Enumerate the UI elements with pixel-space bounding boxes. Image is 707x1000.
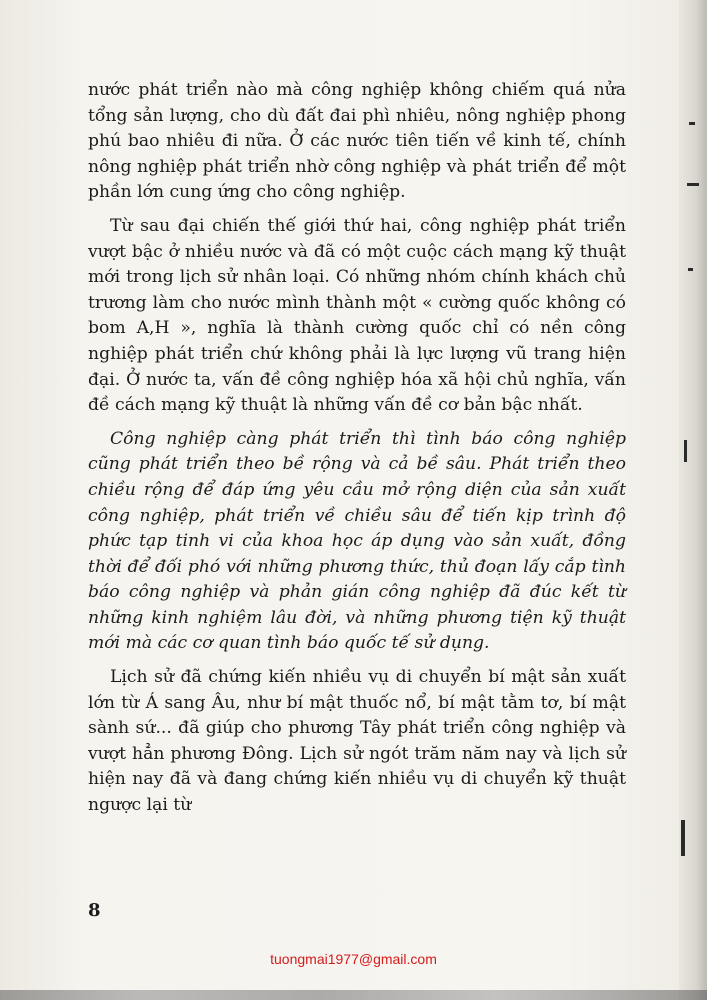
paragraph-3-italic: Công nghiệp càng phát triển thì tình báo công nghiệp cũng phát triển theo bề rộng và cả bề sâu. Phát triển theo chiều rộng để đáp ứng yêu cầu mở rộng diện của sản xuất công nghiệp, phát triển về chiều sâu để tiến kịp trình độ phức tạp tinh vi của khoa học áp dụng vào sản xuất, đồng thời để đối phó với những phương thức, thủ đoạn lấy cắp tình báo công nghiệp và phản gián công nghiệp đã đúc kết từ những kinh nghiệm lâu đời, và những phương tiện kỹ thuật mới mà các cơ quan tình báo quốc tế sử dụng. <box>88 428 626 654</box>
scan-mark <box>688 268 693 271</box>
scan-bottom-edge <box>0 990 707 1000</box>
body-text <box>88 78 626 827</box>
scan-mark <box>681 820 685 856</box>
paragraph-1: nước phát triển nào mà công nghiệp không chiếm quá nửa tổng sản lượng, cho dù đất đai phì nhiêu, nông nghiệp phong phú bao nhiêu đi nữa. Ở các nước tiên tiến về kinh tế, chính nông nghiệp phát triển nhờ công nghiệp và phát triển để một phần lớn cung ứng cho công nghiệp. <box>88 80 626 203</box>
page-number: 8 <box>88 900 101 921</box>
paragraph-2: Từ sau đại chiến thế giới thứ hai, công nghiệp phát triển vượt bậc ở nhiều nước và đã có một cuộc cách mạng kỹ thuật mới trong lịch sử nhân loại. Có những nhóm chính khách chủ trương làm cho nước mình thành một « cường quốc không có bom A,H », nghĩa là thành cường quốc chỉ có nền công nghiệp phát triển chứ không phải là lực lượng vũ trang hiện đại. Ở nước ta, vấn đề công nghiệp hóa xã hội chủ nghĩa, vấn đề cách mạng kỹ thuật là những vấn đề cơ bản bậc nhất. <box>88 215 626 416</box>
footer-email: tuongmai1977@gmail.com <box>270 951 437 967</box>
scan-mark <box>689 122 695 125</box>
paragraph-4: Lịch sử đã chứng kiến nhiều vụ di chuyển bí mật sản xuất lớn từ Á sang Âu, như bí mật thuốc nổ, bí mật tằm tơ, bí mật sành sứ... đã giúp cho phương Tây phát triển công nghiệp và vượt hẳn phương Đông. Lịch sử ngót trăm năm nay và lịch sử hiện nay đã và đang chứng kiến nhiều vụ di chuyển kỹ thuật ngược lại từ <box>88 667 626 816</box>
scan-mark <box>684 440 687 462</box>
scan-mark <box>687 183 699 186</box>
